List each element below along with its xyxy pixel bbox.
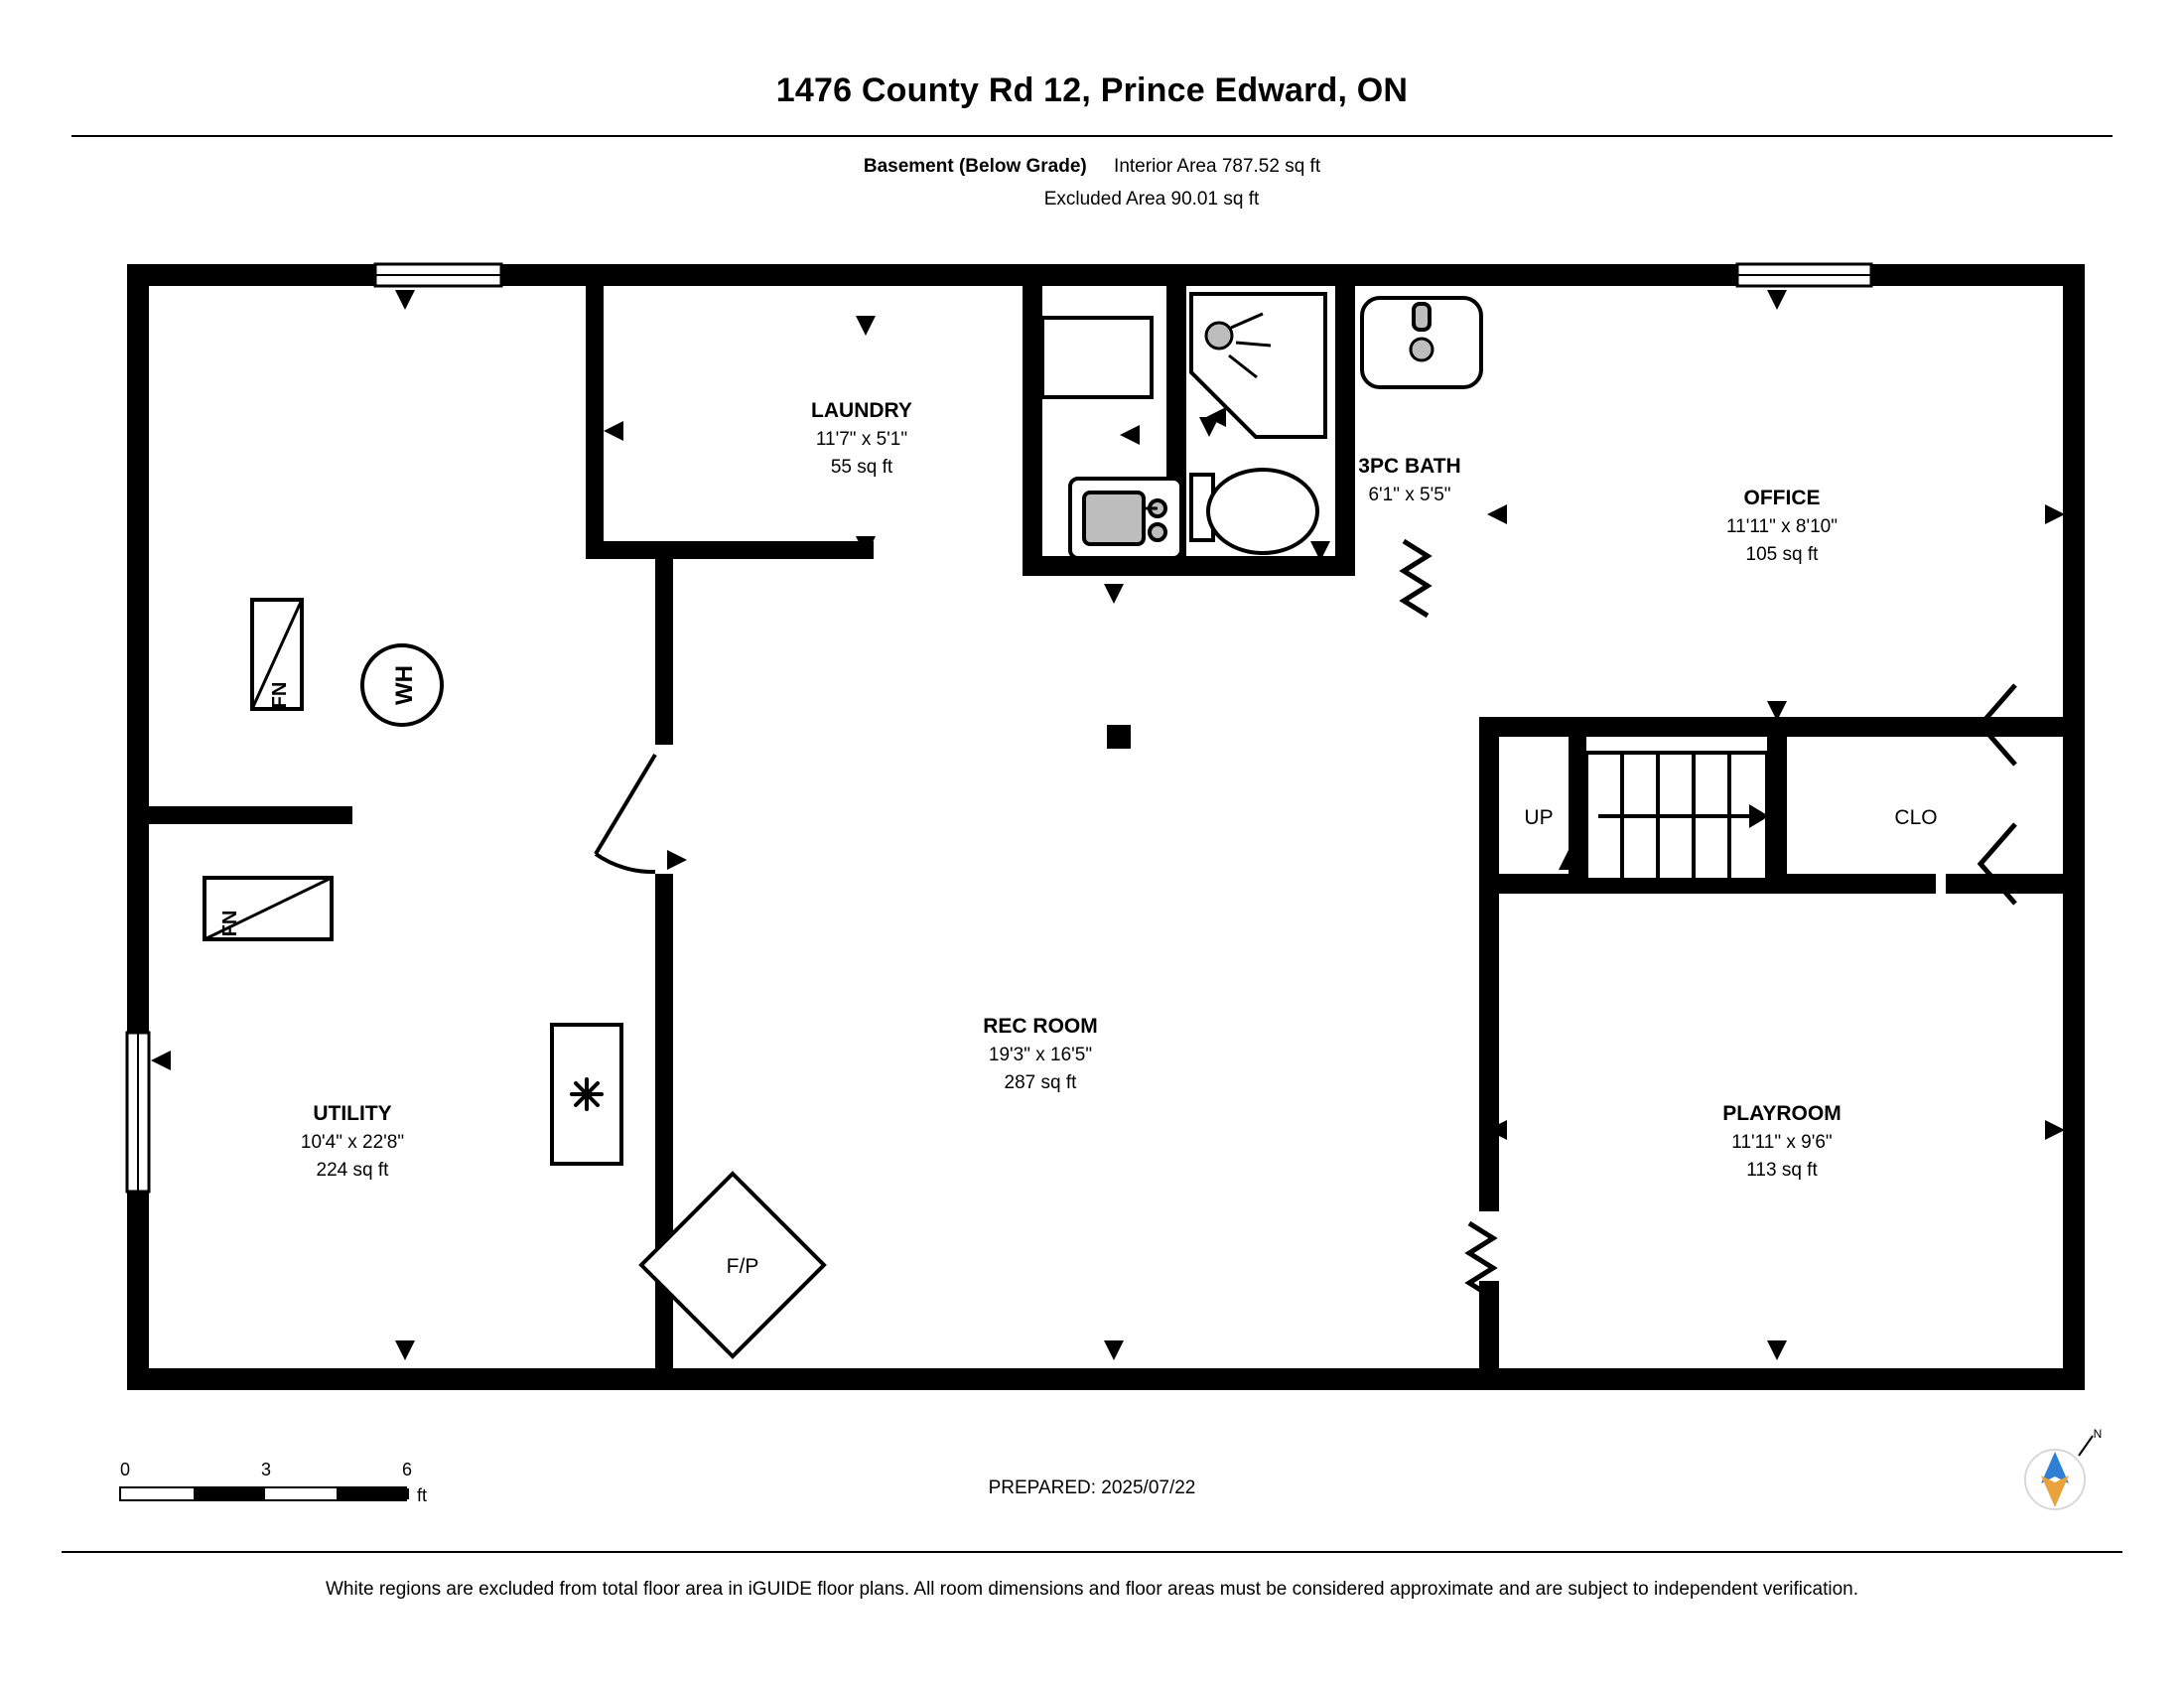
- water-heater: [362, 645, 442, 725]
- utility-dims: 10'4" x 22'8": [300, 1132, 405, 1153]
- office-dims: 11'11" x 8'10": [1726, 516, 1838, 537]
- room-label-utility: [301, 1102, 404, 1181]
- furnace-upper-label: FN: [269, 681, 291, 709]
- interior-area: Interior Area 787.52 sq ft: [1114, 156, 1321, 177]
- room-label-playroom: [1722, 1102, 1841, 1181]
- laundry-area: 55 sq ft: [830, 457, 893, 478]
- interior-walls: [149, 286, 2085, 1390]
- prepared-date: PREPARED: 2025/07/22: [988, 1477, 1196, 1498]
- bath-dims: 6'1" x 5'5": [1368, 485, 1451, 505]
- recroom-dims: 19'3" x 16'5": [988, 1045, 1093, 1065]
- scale-tick-0: 0: [119, 1460, 131, 1479]
- footer-divider: [62, 1551, 2122, 1553]
- excluded-area: Excluded Area 90.01 sq ft: [1043, 189, 1260, 210]
- stairs-up-label: UP: [1524, 806, 1554, 829]
- exterior-walls: [127, 264, 2085, 1390]
- playroom-name: PLAYROOM: [1722, 1102, 1842, 1125]
- hvac-unit: [552, 1025, 621, 1164]
- playroom-area: 113 sq ft: [1746, 1160, 1818, 1181]
- laundry-counter: [1042, 318, 1152, 397]
- office-area: 105 sq ft: [1745, 544, 1819, 565]
- disclaimer-text: White regions are excluded from total floor area in iGUIDE floor plans. All room dimensions and floor areas must be considered approximate and are subject to independent verification.: [325, 1579, 1859, 1600]
- page-title: 1476 County Rd 12, Prince Edward, ON: [775, 71, 1409, 109]
- level-label: Basement (Below Grade): [863, 156, 1087, 177]
- utility-name: UTILITY: [313, 1102, 392, 1125]
- office-name: OFFICE: [1743, 487, 1821, 509]
- furnace-lower: [205, 878, 332, 939]
- scale-unit: ft: [417, 1485, 428, 1505]
- scale-tick-2: 6: [401, 1460, 413, 1479]
- laundry-dims: 11'7" x 5'1": [815, 429, 908, 450]
- furnace-lower-label: FN: [219, 910, 241, 937]
- staircase: [1524, 753, 1769, 880]
- column-marker: [1107, 725, 1131, 749]
- recroom-area: 287 sq ft: [1004, 1072, 1077, 1093]
- utility-area: 224 sq ft: [316, 1160, 389, 1181]
- room-label-bath: [1358, 455, 1460, 505]
- room-label-laundry: [811, 399, 912, 478]
- window-top-right: [1737, 264, 1871, 286]
- furnace-upper: [252, 600, 302, 709]
- window-top-left: [375, 264, 501, 286]
- door-rec-to-utility: [596, 755, 655, 872]
- room-label-recroom: [983, 1015, 1098, 1093]
- bath-sink-fixture: [1362, 298, 1481, 387]
- closet-label: CLO: [1894, 806, 1938, 829]
- laundry-name: LAUNDRY: [811, 399, 912, 422]
- window-left-wall: [127, 1033, 149, 1192]
- playroom-dims: 11'11" x 9'6": [1731, 1132, 1833, 1153]
- recroom-name: REC ROOM: [983, 1015, 1098, 1038]
- toilet-fixture: [1191, 470, 1317, 553]
- room-label-office: [1726, 487, 1838, 565]
- compass-rose: [2003, 1422, 2113, 1531]
- compass-north-label: N: [2093, 1427, 2103, 1441]
- bath-name: 3PC BATH: [1358, 455, 1461, 478]
- water-heater-label: WH: [391, 665, 418, 705]
- fireplace-label: F/P: [726, 1255, 759, 1278]
- laundry-sink-fixture: [1070, 479, 1181, 558]
- scale-tick-1: 3: [260, 1460, 272, 1479]
